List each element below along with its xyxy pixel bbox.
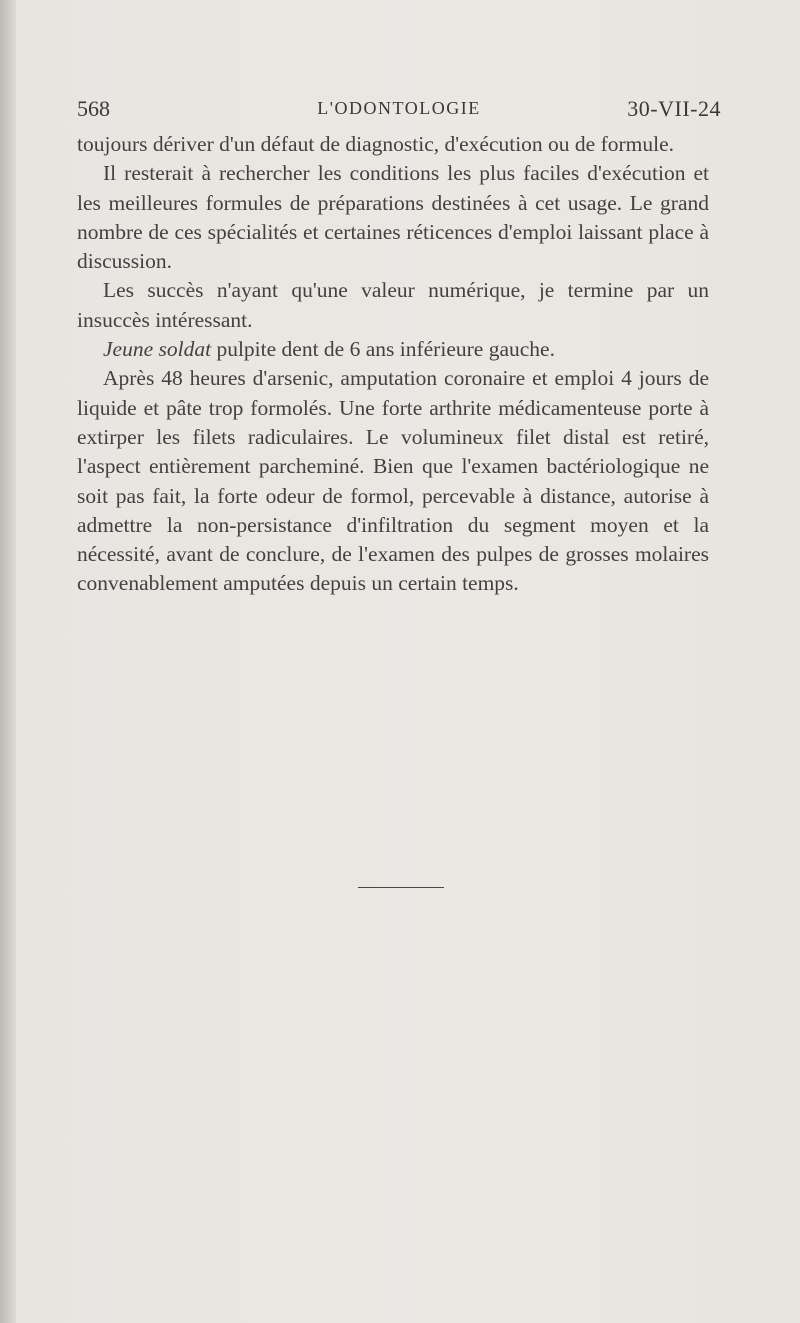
paragraph-case-title (77, 335, 709, 364)
running-header (77, 96, 721, 124)
section-end-rule (358, 887, 444, 888)
journal-title: L'ODONTOLOGIE (317, 98, 481, 118)
issue-date: 30-VII-24 (627, 96, 721, 121)
paragraph-conditions: Il resterait à rechercher les conditions les plus faciles d'exécution et les meilleures formules de préparations destinées à cet usage. Le grand nombre de ces spécialités et certaines réticences d'emploi laissant place à discussion. (77, 161, 709, 274)
article-body (77, 130, 709, 599)
case-subject-italic: Jeune soldat (103, 337, 212, 362)
paragraph-case-details: Après 48 heures d'arsenic, amputation coronaire et emploi 4 jours de liquide et pâte trop formolés. Une forte arthrite médicamenteuse porte à extirper les filets radiculaires. Le volumineux filet distal est retiré, l'aspect entièrement parcheminé. Bien que l'examen bactériologique ne soit pas fait, la forte odeur de formol, percevable à distance, autorise à admettre la non-persistance d'infiltration du segment moyen et la nécessité, avant de conclure, de l'examen des pulpes de grosses molaires convenablement amputées depuis un certain temps. (77, 366, 709, 596)
paragraph-continuation: toujours dériver d'un défaut de diagnostic, d'exécution ou de formule. (77, 132, 675, 156)
page-gutter-shadow (0, 0, 16, 1323)
page-number: 568 (77, 96, 110, 121)
case-description: pulpite dent de 6 ans inférieure gauche. (211, 337, 555, 362)
paragraph-insucces: Les succès n'ayant qu'une valeur numérique, je termine par un insuccès intéressant. (77, 278, 709, 332)
